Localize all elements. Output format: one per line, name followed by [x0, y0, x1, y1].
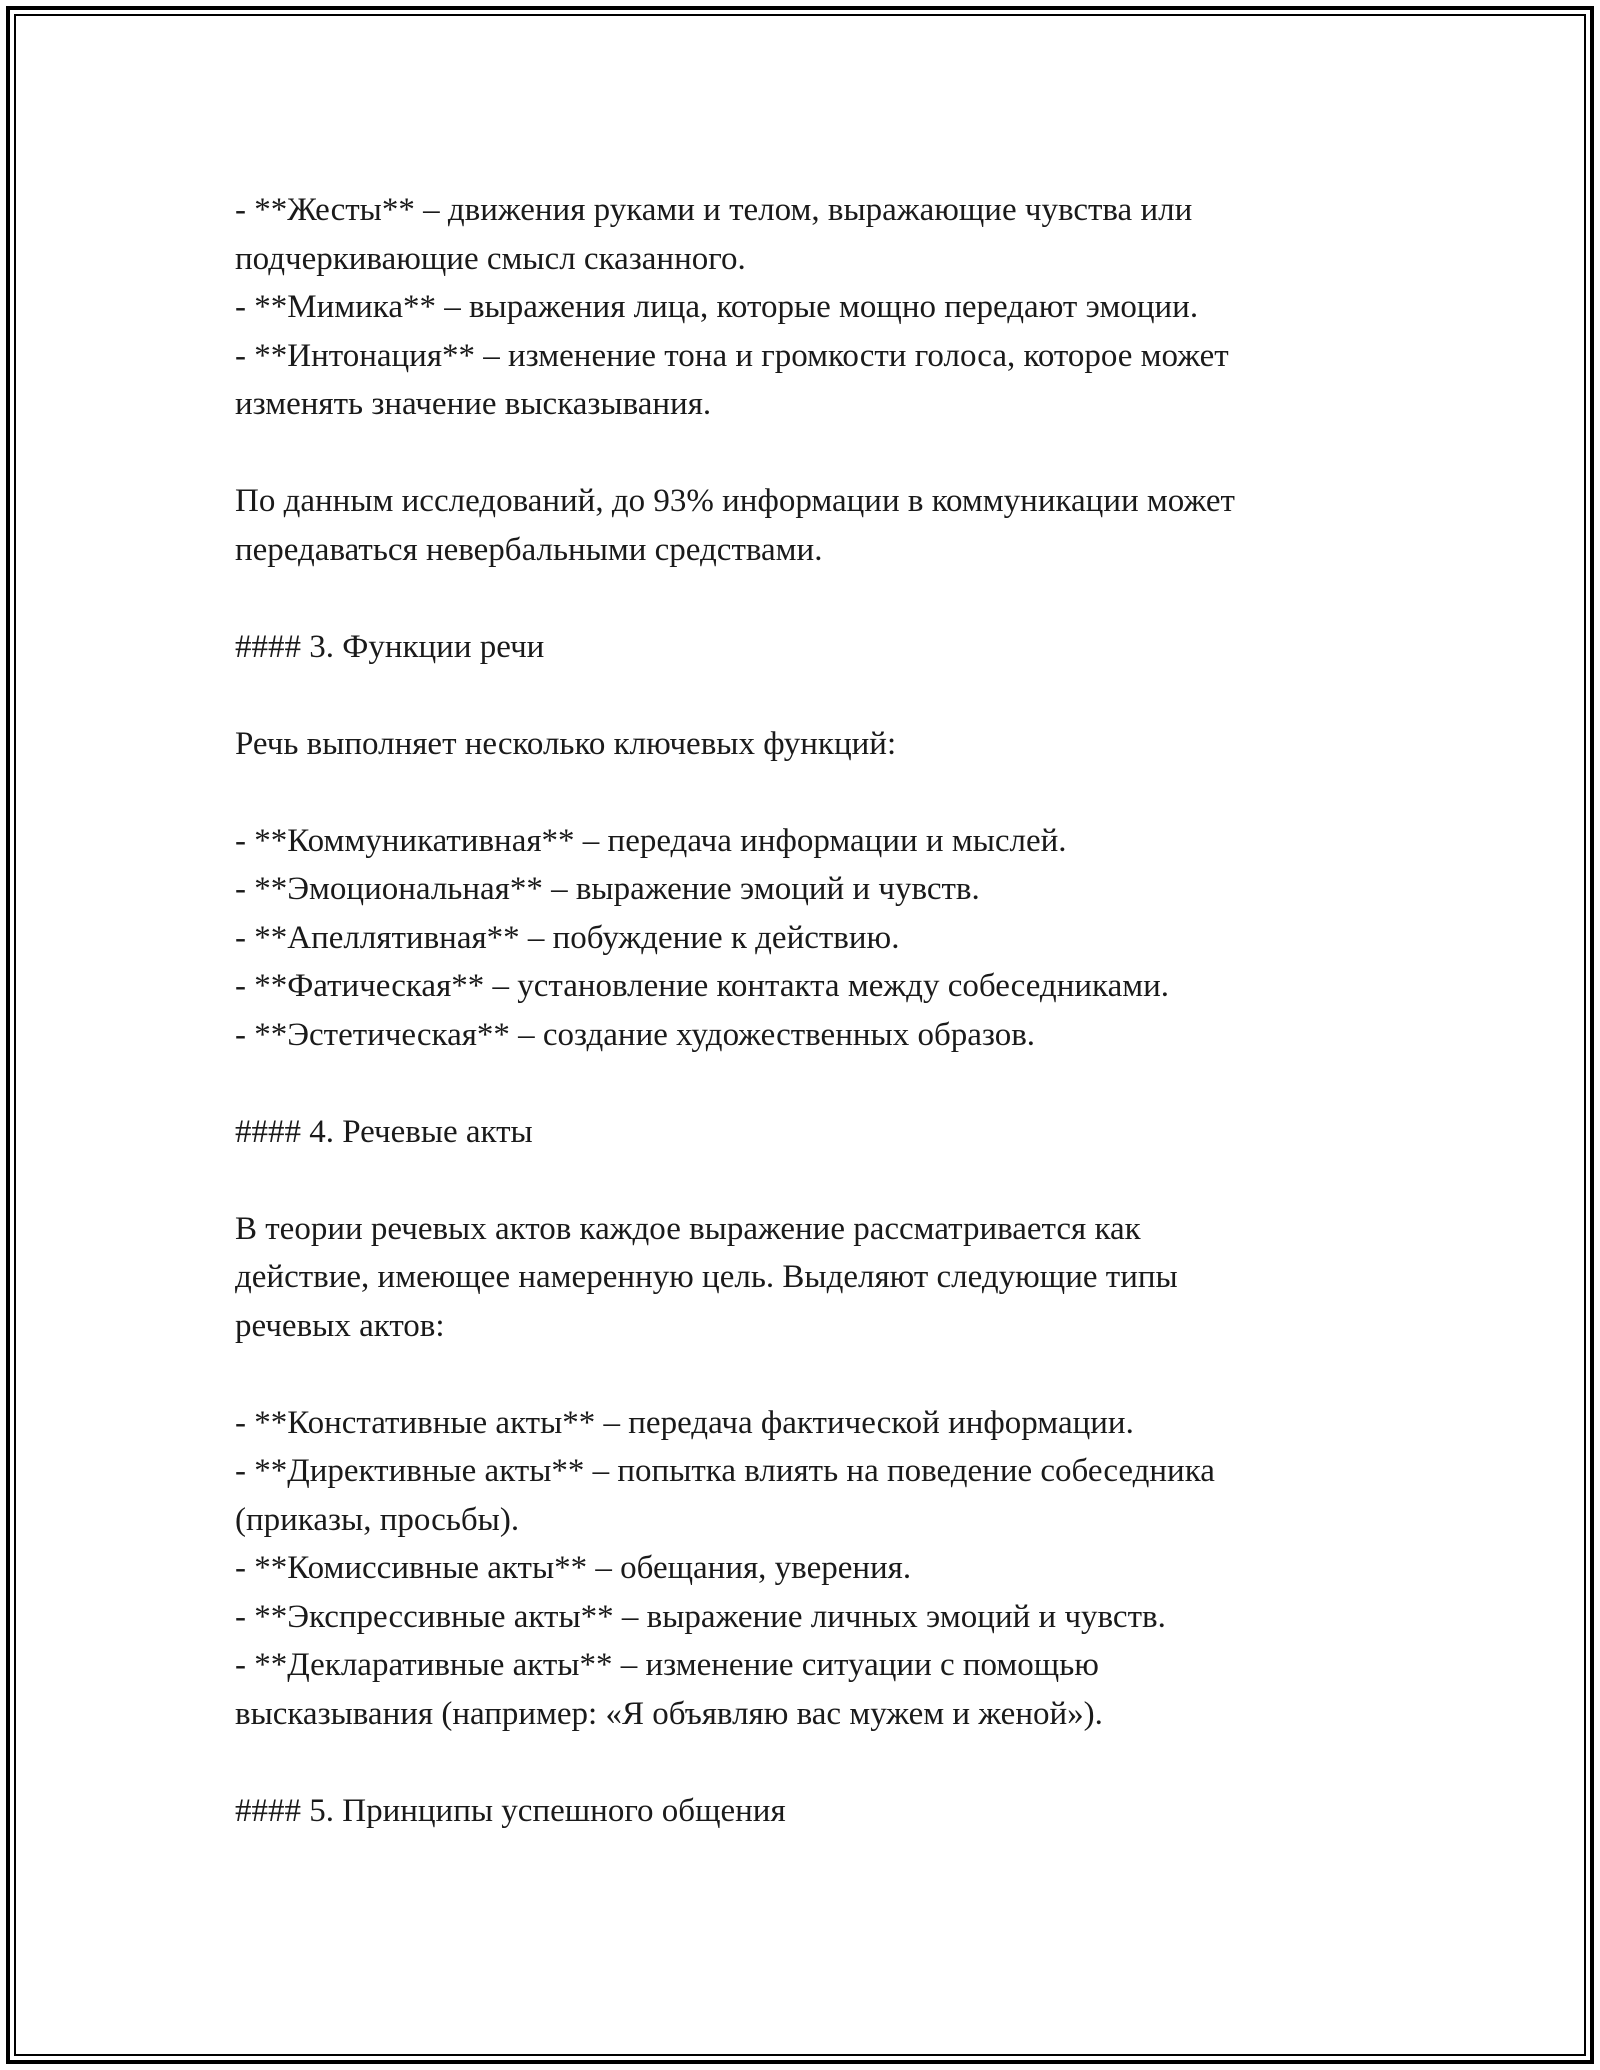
text-line: - **Мимика** – выражения лица, которые мощно передают эмоции. — [235, 289, 1199, 325]
section-heading-3: #### 3. Функции речи — [235, 628, 545, 665]
text-line: - **Интонация** – изменение тона и громкости голоса, которое может — [235, 337, 1229, 374]
section-heading-4: #### 4. Речевые акты — [235, 1113, 533, 1150]
text-line: действие, имеющее намеренную цель. Выделяют следующие типы — [235, 1259, 1178, 1295]
paragraph-gap — [235, 768, 1395, 817]
paragraph-gap — [235, 574, 1395, 623]
list-item: высказывания (например: «Я объявляю вас мужем и женой»). — [235, 1695, 1103, 1732]
list-item: - **Декларативные акты** – изменение ситуации с помощью — [235, 1647, 1099, 1683]
list-item: - **Эстетическая** – создание художественных образов. — [235, 1016, 1036, 1053]
list-item: - **Коммуникативная** – передача информации и мыслей. — [235, 822, 1067, 859]
text-line: речевых актов: — [235, 1307, 445, 1344]
list-item: - **Эмоциональная** – выражение эмоций и чувств. — [235, 871, 980, 907]
list-item: - **Экспрессивные акты** – выражение личных эмоций и чувств. — [235, 1598, 1166, 1635]
list-item: - **Комиссивные акты** – обещания, уверения. — [235, 1550, 912, 1586]
list-item: - **Фатическая** – установление контакта между собеседниками. — [235, 968, 1170, 1004]
text-line: По данным исследований, до 93% информации в коммуникации может — [235, 483, 1235, 519]
text-line: - **Жесты** – движения руками и телом, выражающие чувства или — [235, 192, 1193, 228]
paragraph-gap — [235, 1350, 1395, 1399]
text-line: изменять значение высказывания. — [235, 386, 712, 422]
list-item: - **Апеллятивная** – побуждение к действию. — [235, 919, 900, 956]
paragraph-gap — [235, 1059, 1395, 1108]
list-item: - **Констативные акты** – передача фактической информации. — [235, 1404, 1134, 1441]
section-heading-5: #### 5. Принципы успешного общения — [235, 1792, 786, 1829]
text-line: В теории речевых актов каждое выражение рассматривается как — [235, 1210, 1141, 1247]
paragraph-gap — [235, 671, 1395, 720]
text-line: подчеркивающие смысл сказанного. — [235, 240, 746, 277]
text-line: передаваться невербальными средствами. — [235, 531, 823, 568]
list-item: (приказы, просьбы). — [235, 1501, 520, 1538]
document-body — [235, 186, 1395, 1835]
list-item: - **Директивные акты** – попытка влиять на поведение собеседника — [235, 1453, 1215, 1489]
paragraph-gap — [235, 429, 1395, 478]
paragraph-gap — [235, 1156, 1395, 1205]
paragraph-gap — [235, 1738, 1395, 1787]
text-line: Речь выполняет несколько ключевых функций: — [235, 725, 897, 762]
